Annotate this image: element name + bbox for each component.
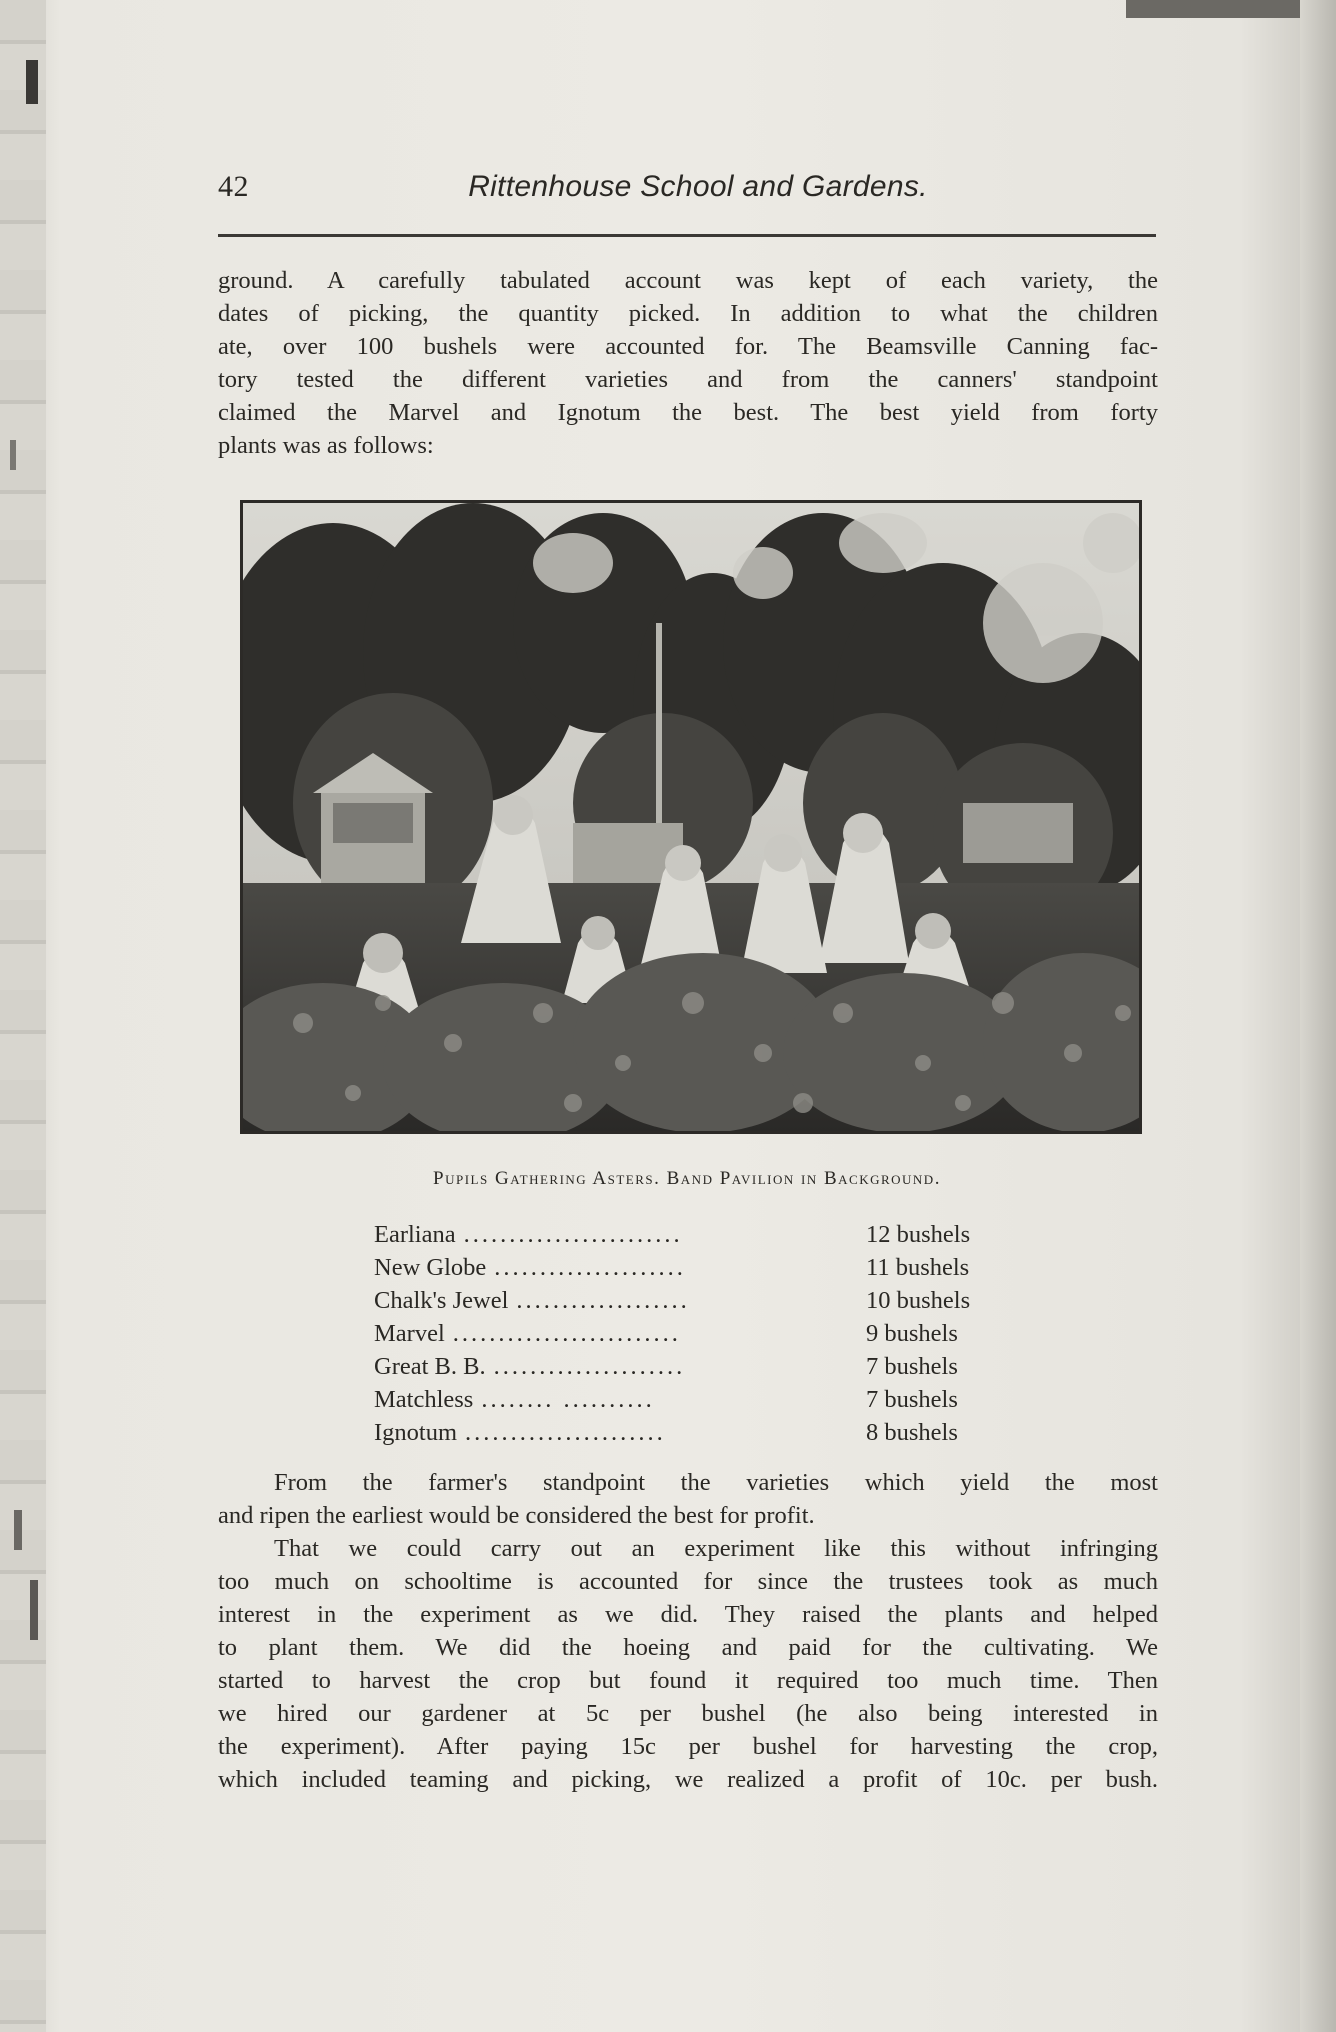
dot-leader: ......................... (452, 1320, 681, 1347)
paragraph-1 (218, 264, 1158, 462)
variety-name: Earliana (374, 1221, 456, 1248)
yield-row (374, 1284, 1034, 1317)
text-line: claimed the Marvel and Ignotum the best. The best yield from forty (218, 399, 1158, 426)
variety-name: Chalk's Jewel (374, 1287, 509, 1314)
page-right-edge (1300, 0, 1336, 2032)
text-line: too much on schooltime is accounted for since the trustees took as much (218, 1568, 1158, 1595)
yield-quantity: 7 bushels (866, 1386, 958, 1413)
dot-leader: ...................... (465, 1419, 666, 1446)
text-line: which included teaming and picking, we realized a profit of 10c. per bush. (218, 1766, 1158, 1793)
text-line: dates of picking, the quantity picked. In addition to what the children (218, 300, 1158, 327)
variety-name: Ignotum (374, 1419, 458, 1446)
paragraph-2 (218, 1466, 1158, 1532)
running-title: Rittenhouse School and Gardens. (468, 170, 928, 203)
text-line: That we could carry out an experiment like this without infringing (274, 1535, 1158, 1562)
yield-row (374, 1383, 1034, 1416)
text-line: From the farmer's standpoint the varieties which yield the most (274, 1469, 1158, 1496)
dot-leader: ..................... (493, 1353, 686, 1380)
binding-mark (30, 1580, 38, 1640)
text-line: and ripen the earliest would be considered the best for profit. (218, 1502, 815, 1529)
garden-photograph (240, 500, 1142, 1134)
page-left-edge (0, 0, 46, 2032)
yield-quantity: 7 bushels (866, 1353, 958, 1380)
text-line: interest in the experiment as we did. They raised the plants and helped (218, 1601, 1158, 1628)
yield-quantity: 10 bushels (866, 1287, 971, 1314)
text-line: the experiment). After paying 15c per bushel for harvesting the crop, (218, 1733, 1158, 1760)
variety-name: Matchless (374, 1386, 474, 1413)
yield-quantity: 11 bushels (866, 1254, 970, 1281)
binding-mark (26, 60, 38, 104)
header-rule (218, 234, 1156, 237)
text-line: plants was as follows: (218, 432, 434, 459)
yield-quantity: 9 bushels (866, 1320, 958, 1347)
variety-name: Great B. B. (374, 1353, 486, 1380)
text-line: tory tested the different varieties and from the canners' standpoint (218, 366, 1158, 393)
yield-row (374, 1416, 1034, 1449)
yield-table (374, 1218, 1034, 1449)
yield-row (374, 1251, 1034, 1284)
paragraph-3 (218, 1532, 1158, 1796)
binding-mark (14, 1510, 22, 1550)
page-number: 42 (218, 170, 249, 203)
yield-row (374, 1317, 1034, 1350)
dot-leader: ........ .......... (481, 1386, 655, 1413)
dot-leader: ........................ (463, 1221, 683, 1248)
figure-caption: Pupils Gathering Asters. Band Pavilion in Background. (433, 1168, 941, 1189)
yield-quantity: 8 bushels (866, 1419, 958, 1446)
dot-leader: ................... (516, 1287, 690, 1314)
yield-quantity: 12 bushels (866, 1221, 971, 1248)
yield-row (374, 1350, 1034, 1383)
yield-row (374, 1218, 1034, 1251)
text-line: started to harvest the crop but found it required too much time. Then (218, 1667, 1158, 1694)
variety-name: New Globe (374, 1254, 487, 1281)
text-line: to plant them. We did the hoeing and paid for the cultivating. We (218, 1634, 1158, 1661)
text-line: ground. A carefully tabulated account was kept of each variety, the (218, 267, 1158, 294)
text-line: we hired our gardener at 5c per bushel (he also being interested in (218, 1700, 1158, 1727)
binding-mark (10, 440, 16, 470)
dot-leader: ..................... (494, 1254, 686, 1281)
photo-illustration (243, 503, 1139, 1131)
page-header (218, 170, 1156, 210)
variety-name: Marvel (374, 1320, 445, 1347)
text-line: ate, over 100 bushels were accounted for. The Beamsville Canning fac- (218, 333, 1158, 360)
